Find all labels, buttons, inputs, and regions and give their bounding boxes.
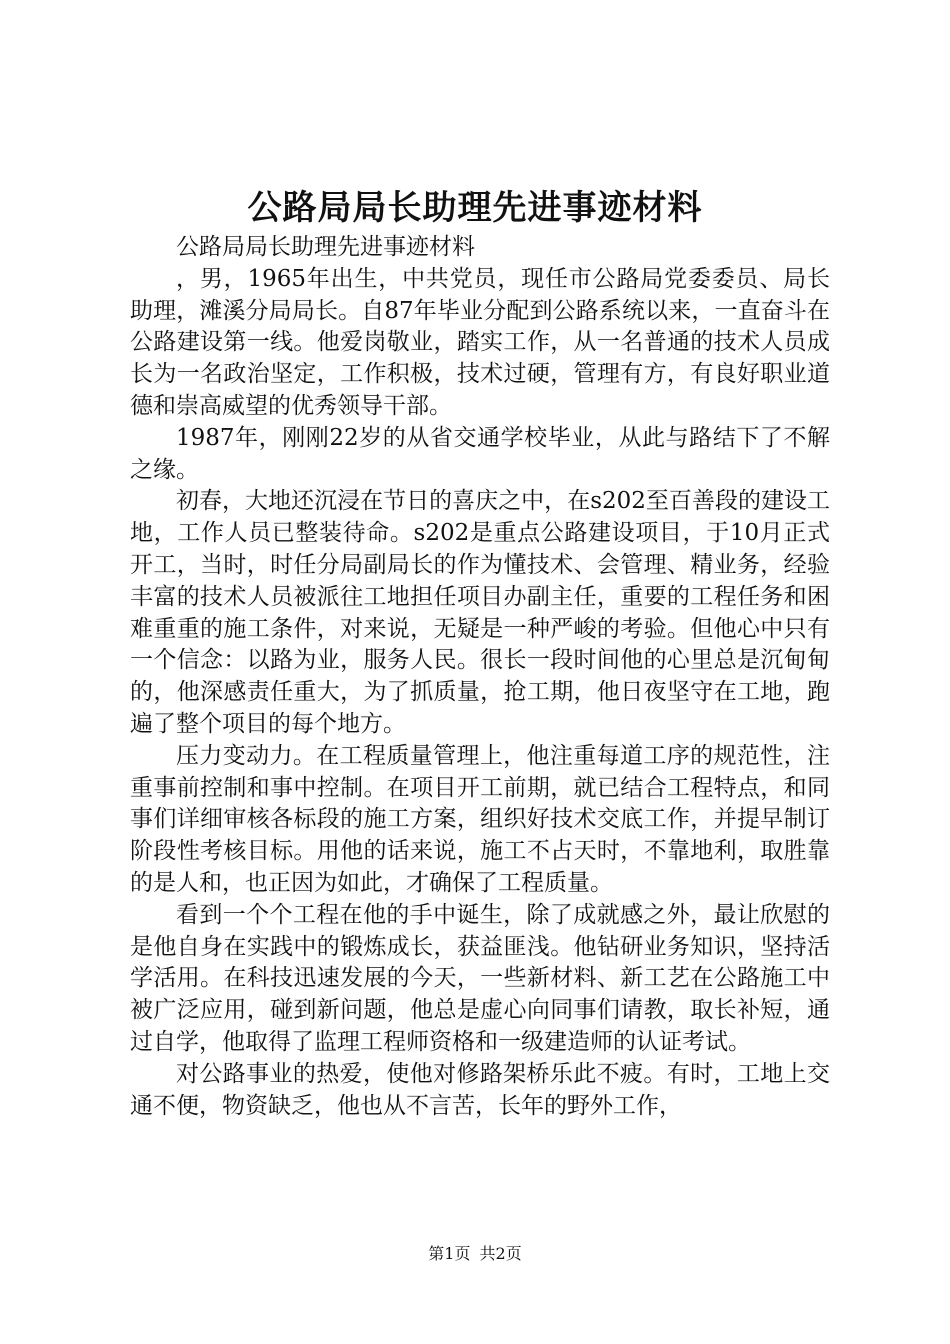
paragraph-quality-management: 压力变动力。在工程质量管理上，他注重每道工序的规范性，注重事前控制和事中控制。在项目开工前期，就已结合工程特点，和同事们详细审核各标段的施工方案，组织好技术交底工作，并提早制订阶段性考核目标。用他的话来说，施工不占天时，不靠地利，取胜靠的是人和，也正因为如此，才确保了工程质量。 xyxy=(130,742,830,896)
paragraph-intro: ，男，1965年出生，中共党员，现任市公路局党委委员、局长助理，滩溪分局局长。自87年毕业分配到公路系统以来，一直奋斗在公路建设第一线。他爱岗敬业，踏实工作，从一名普通的技术人员成长为一名政治坚定，工作积极，技术过硬，管理有方，有良好职业道德和崇高威望的优秀领导干部。 xyxy=(130,265,830,419)
document-title: 公路局局长助理先进事迹材料 xyxy=(247,188,703,228)
paragraph-subtitle: 公路局局长助理先进事迹材料 xyxy=(176,234,475,260)
document-body xyxy=(130,232,830,1122)
page-footer xyxy=(0,1244,950,1264)
paragraph-dedication: 对公路事业的热爱，使他对修路架桥乐此不疲。有时，工地上交通不便，物资缺乏，他也从不言苦，长年的野外工作， xyxy=(130,1060,830,1119)
page-number: 第1页 xyxy=(428,1244,471,1263)
paragraph-graduation: 1987年，刚刚22岁的从省交通学校毕业，从此与路结下了不解之缘。 xyxy=(130,424,830,483)
paragraph-growth: 看到一个个工程在他的手中诞生，除了成就感之外，最让欣慰的是他自身在实践中的锻炼成长，获益匪浅。他钻研业务知识，坚持活学活用。在科技迅速发展的今天，一些新材料、新工艺在公路施工中被广泛应用，碰到新问题，他总是虚心向同事们请教，取长补短，通过自学，他取得了监理工程师资格和一级建造师的认证考试。 xyxy=(130,901,830,1055)
page-total: 共2页 xyxy=(479,1244,522,1263)
paragraph-s202-project: 初春，大地还沉浸在节日的喜庆之中，在s202至百善段的建设工地，工作人员已整装待命。s202是重点公路建设项目，于10月正式开工，当时，时任分局副局长的作为懂技术、会管理、精业务，经验丰富的技术人员被派往工地担任项目办副主任，重要的工程任务和困难重重的施工条件，对来说，无疑是一种严峻的考验。但他心中只有一个信念：以路为业，服务人民。很长一段时间他的心里总是沉甸甸的，他深感责任重大，为了抓质量，抢工期，他日夜坚守在工地，跑遍了整个项目的每个地方。 xyxy=(130,488,830,737)
